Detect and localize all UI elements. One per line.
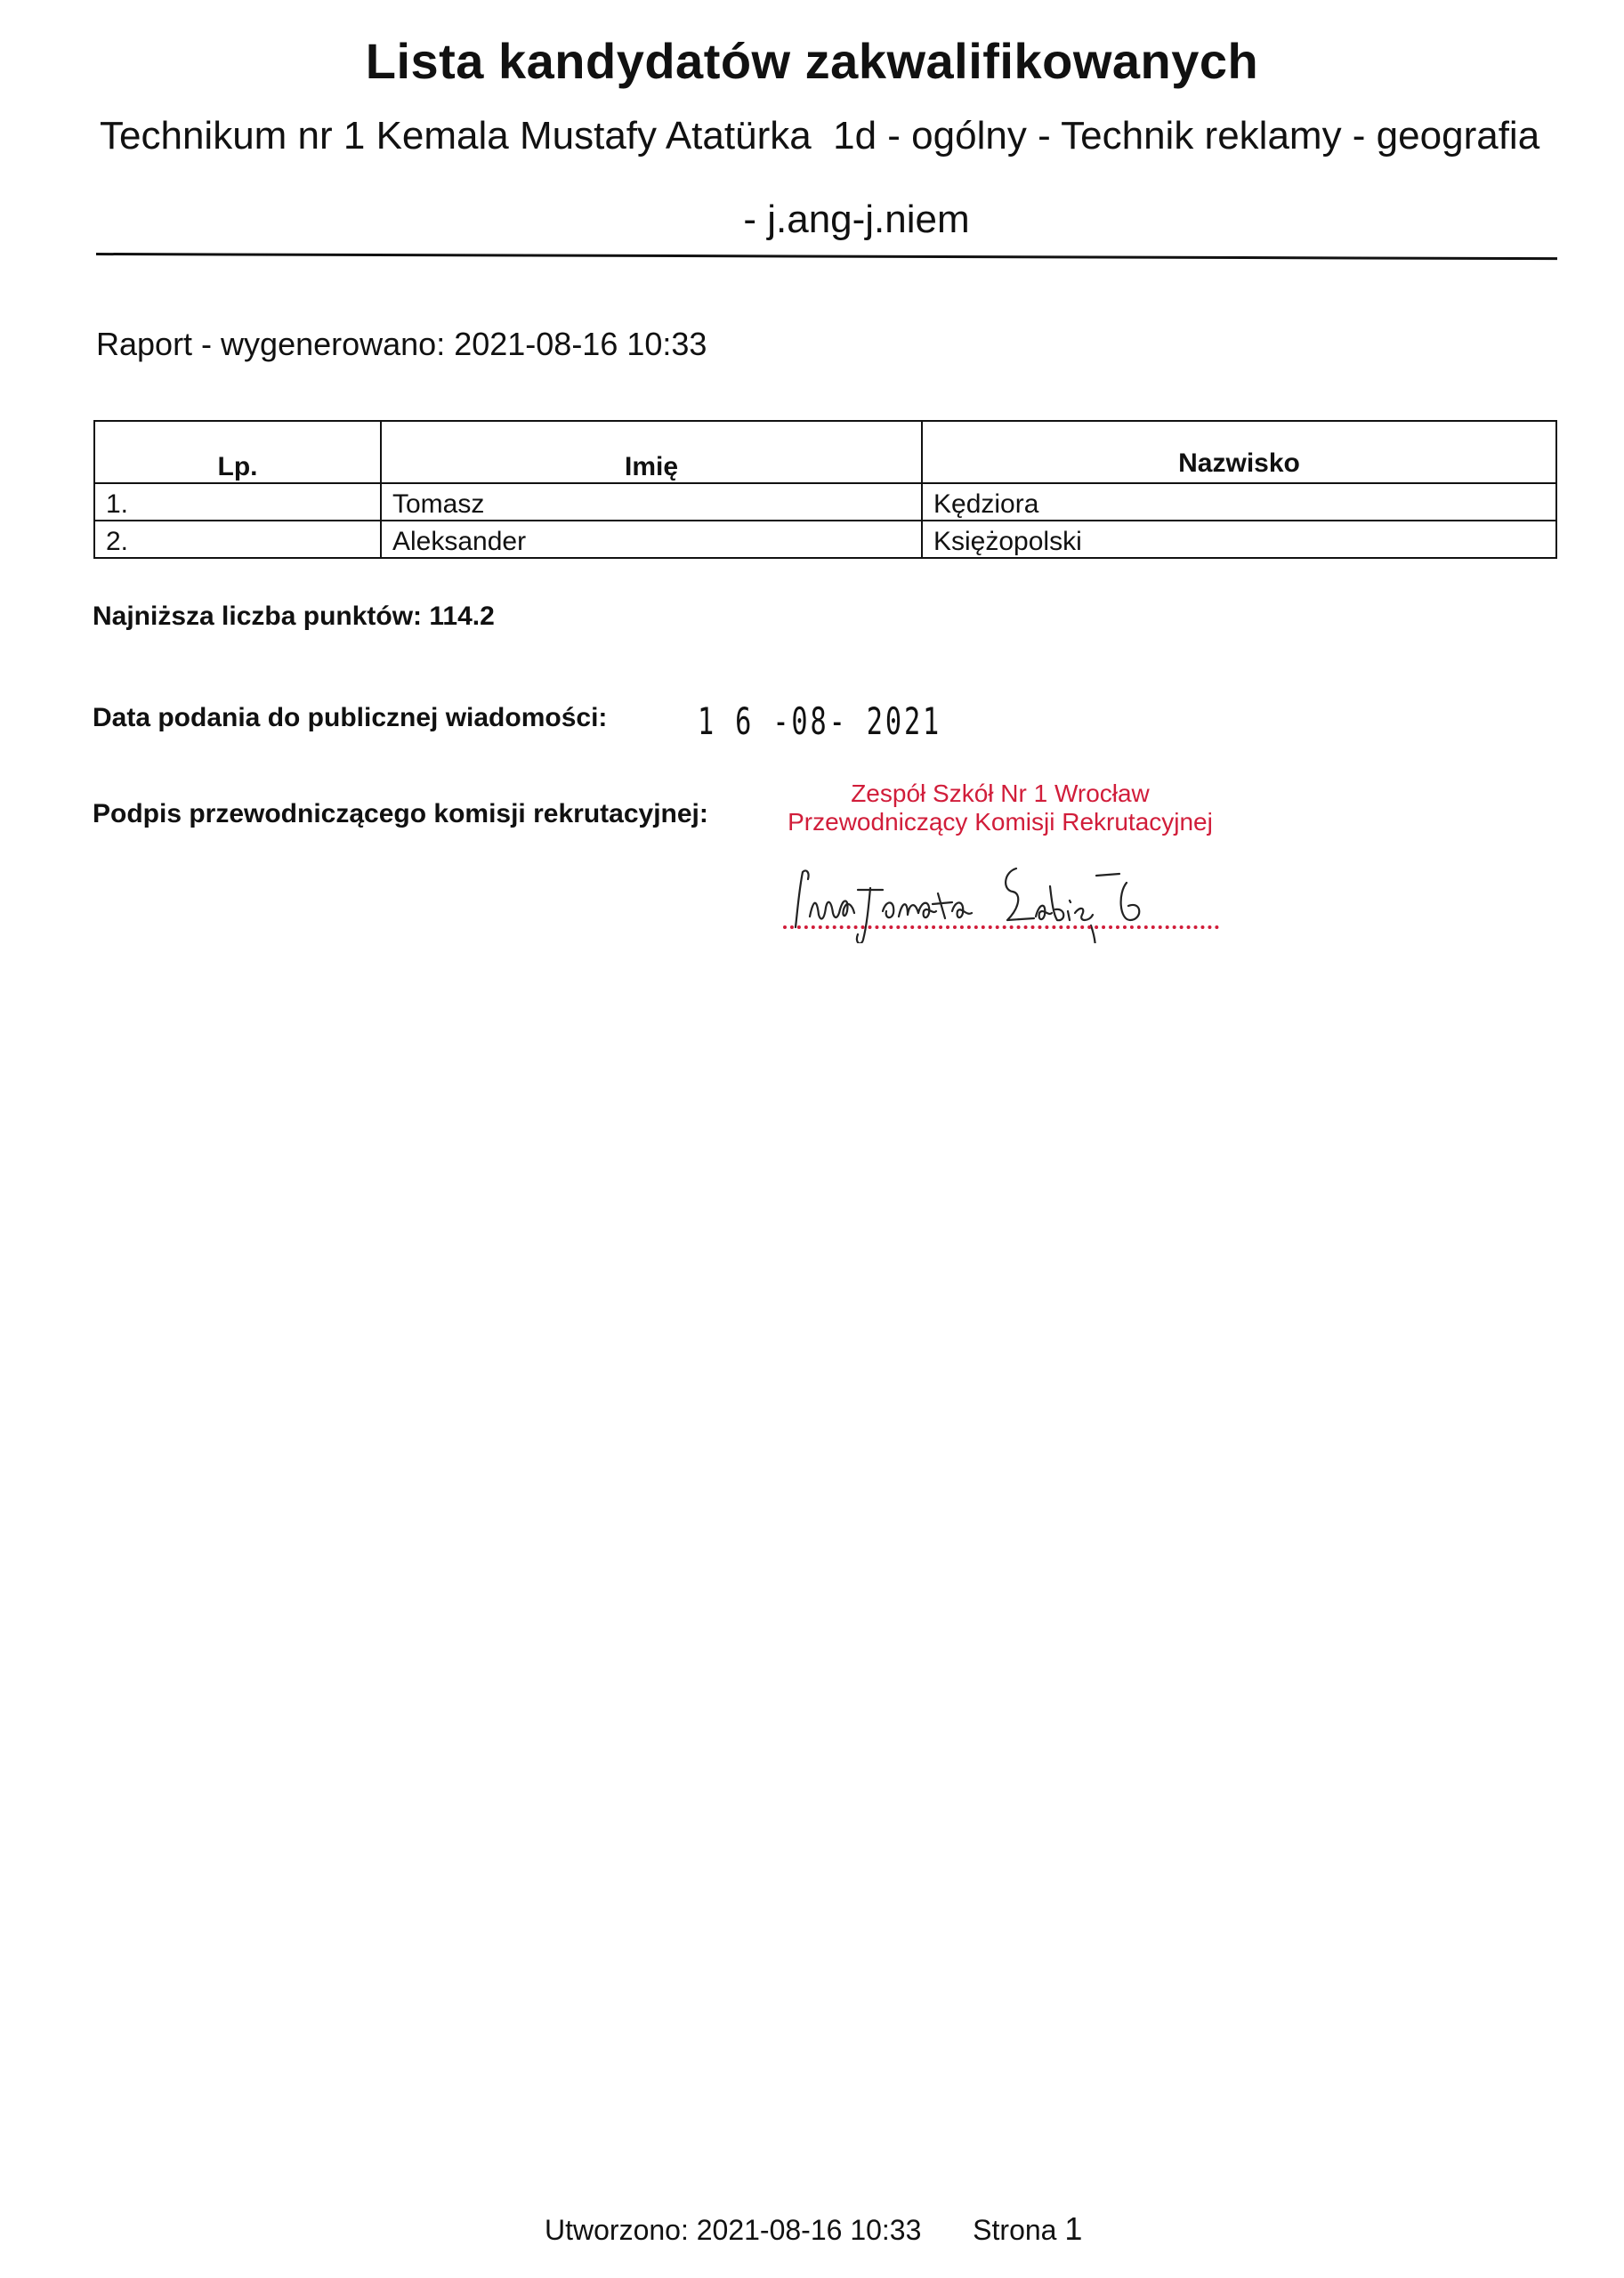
row-first-name: Tomasz — [381, 483, 922, 521]
footer-created: Utworzono: 2021-08-16 10:33 — [545, 2214, 922, 2246]
footer-page-label: Strona — [973, 2214, 1057, 2246]
publication-date-label: Data podania do publicznej wiadomości: — [93, 703, 608, 732]
row-last-name: Kędziora — [922, 483, 1556, 521]
report-generated: Raport - wygenerowano: 2021-08-16 10:33 — [96, 326, 707, 362]
stamp-school: Zespół Szkół Nr 1 Wrocław — [851, 780, 1150, 807]
handwritten-signature — [783, 836, 1228, 948]
footer-page-number: 1 — [1064, 2210, 1083, 2247]
table-header-row — [94, 421, 1556, 483]
table-row — [94, 521, 1556, 558]
row-first-name: Aleksander — [381, 521, 922, 558]
signature-line — [783, 925, 1219, 929]
title-divider — [96, 253, 1557, 260]
school-class-line1: Technikum nr 1 Kemala Mustafy Atatürka 1d - ogólny - Technik reklamy - geografia — [100, 114, 1540, 158]
lowest-points: Najniższa liczba punktów: 114.2 — [93, 602, 495, 631]
header-first-name: Imię — [381, 421, 922, 483]
school-class-line2: - j.ang-j.niem — [743, 198, 970, 241]
row-lp: 1. — [94, 483, 381, 521]
publication-date-stamp: 1 6 -08- 2021 — [698, 699, 942, 743]
document-title: Lista kandydatów zakwalifikowanych — [365, 33, 1259, 89]
signature-label: Podpis przewodniczącego komisji rekrutacyjnej: — [93, 799, 708, 828]
page-footer — [545, 2210, 1082, 2248]
row-last-name: Księżopolski — [922, 521, 1556, 558]
stamp-role: Przewodniczący Komisji Rekrutacyjnej — [788, 808, 1213, 836]
candidates-table — [93, 420, 1557, 559]
header-lp: Lp. — [94, 421, 381, 483]
table-row — [94, 483, 1556, 521]
row-lp: 2. — [94, 521, 381, 558]
header-last-name: Nazwisko — [922, 421, 1556, 483]
